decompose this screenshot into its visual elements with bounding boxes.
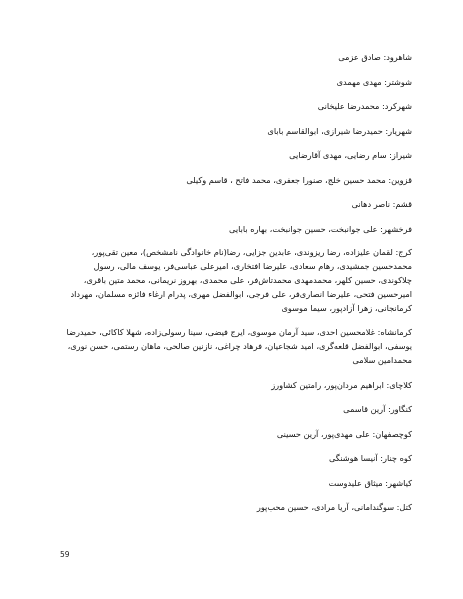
list-item: کیاشهر: میثاق علیدوست <box>328 477 412 488</box>
list-item: فرخشهر: علی جوانبخت، حسین جوانبخت، بهاره بابایی <box>229 223 412 234</box>
page-number: 59 <box>60 550 70 559</box>
list-item: کلاچای: ابراهیم مردان‌پور، رامتین کشاورز <box>271 379 412 390</box>
list-item: کوه چنار: آنیسا هوشنگی <box>328 453 412 463</box>
list-item: شوشتر: مهدی مهمدی <box>336 76 412 87</box>
list-item: شاهرود: صادق عزمی <box>338 52 412 62</box>
list-item: کوچصفهان: علی مهدی‌پور، آرین حسینی <box>276 428 412 439</box>
list-item: کتل: سوگندامانی، آریا مرادی، حسین محب‌پور <box>256 502 412 512</box>
city-list <box>58 50 412 525</box>
list-item: کرج: لقمان علیزاده، رضا ریزوندی، عابدین جزایی، رضا(نام خانوادگی نامشخص)، معین تقی‌پور، محمدحسین جمشیدی، رهام سعادی، علیرضا افتخاری، امیرعلی عباسی‌فر، یوسف مالی، رسول چلاکوندی، حسین کلهر، محمدمهدی محمدتاش‌فر، علی محمدی، بهروز نریمانی، محمد متین باقری، امیرحسین فتحی، علیرضا انصاری‌فر، علی فرجی، ابوالفضل مهری، پدرام ارغاء فائزه مسلمان، مهرداد کرمانجانی، زهرا آزادپور، سیما موسوی <box>70 246 412 313</box>
list-item: کرمانشاه: غلامحسین احدی، سید آرمان موسوی، ایرج فیضی، سینا رسولی‌زاده، شهلا کاکائی، حمیدرضا یوسفی، ابوالفضل قلعه‌گری، امید شجاعیان، فرهاد چراغی، نازنین صالحی، ماهان رستمی، حسن نوری، محمدامین سلامی <box>66 327 412 365</box>
list-item: شیراز: سام رضایی، مهدی آقارضایی <box>289 150 412 160</box>
list-item: قزوین: محمد حسین خلج، صنورا جعفری، محمد فاتح ، قاسم وکیلی <box>186 174 412 185</box>
list-item: شهرکرد: محمدرضا علیخانی <box>317 101 412 111</box>
list-item: کنگاور: آرین قاسمی <box>343 404 412 414</box>
list-item: شهریار: حمیدرضا شیرازی، ابوالقاسم بابای <box>267 125 412 136</box>
list-item: قشم: ناصر دهانی <box>351 199 412 209</box>
